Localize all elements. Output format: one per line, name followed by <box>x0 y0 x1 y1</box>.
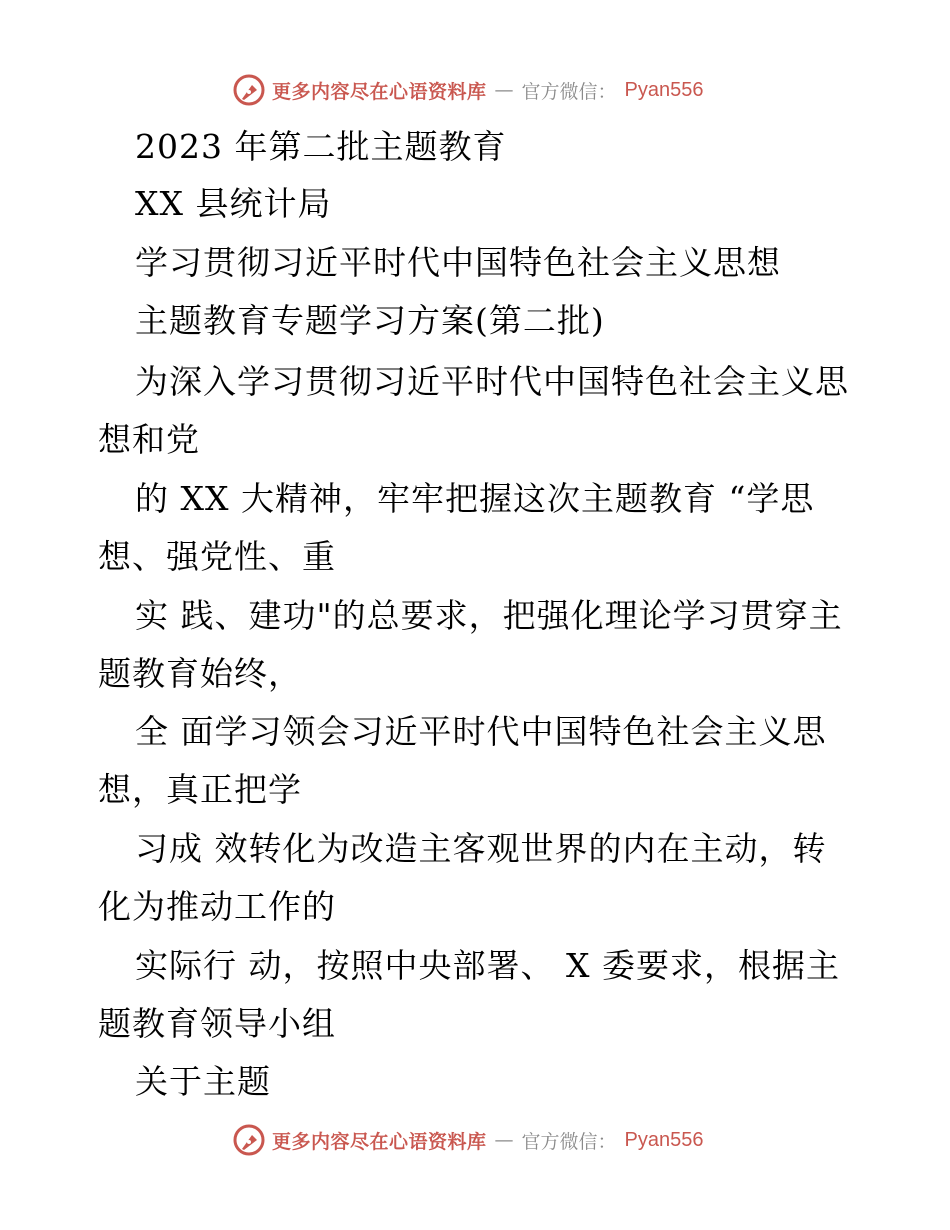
doc-paragraph-line: 实际行 动，按照中央部署、 X 委要求，根据主 <box>135 946 840 985</box>
doc-paragraph-line: 为深入学习贯彻习近平时代中国特色社会主义思 <box>135 362 849 401</box>
watermark-account: Pyan556 <box>624 78 704 101</box>
doc-org-line: XX 县统计局 <box>135 184 332 223</box>
doc-paragraph-line: 实 践、建功"的总要求，把强化理论学习贯穿主 <box>135 596 843 635</box>
doc-paragraph-line: 全 面学习领会习近平时代中国特色社会主义思 <box>135 712 827 751</box>
doc-paragraph-line: 想，真正把学 <box>98 770 302 809</box>
watermark-separator: — <box>494 1129 514 1151</box>
watermark-main-text: 更多内容尽在心语资料库 <box>272 80 487 103</box>
doc-paragraph-line: 想和党 <box>98 420 200 459</box>
pen-nib-circle-icon <box>232 1123 266 1157</box>
doc-paragraph-line: 关于主题 <box>135 1062 271 1101</box>
doc-title-line: 2023 年第二批主题教育 <box>135 127 507 166</box>
doc-paragraph-line: 想、强党性、重 <box>98 537 336 576</box>
watermark-sub-text: 官方微信： <box>521 80 617 103</box>
watermark-banner-bottom <box>232 1120 704 1160</box>
watermark-account: Pyan556 <box>624 1128 704 1151</box>
doc-heading-line: 学习贯彻习近平时代中国特色社会主义思想 <box>135 243 781 282</box>
doc-paragraph-line: 题教育领导小组 <box>98 1004 336 1043</box>
watermark-banner-top <box>232 70 704 110</box>
doc-heading-line: 主题教育专题学习方案(第二批) <box>135 301 605 340</box>
pen-nib-circle-icon <box>232 73 266 107</box>
doc-paragraph-line: 的 XX 大精神，牢牢把握这次主题教育 “学思 <box>135 479 815 518</box>
watermark-main-text: 更多内容尽在心语资料库 <box>272 1130 487 1153</box>
watermark-sub-text: 官方微信： <box>521 1130 617 1153</box>
doc-paragraph-line: 题教育始终， <box>98 654 302 693</box>
watermark-separator: — <box>494 79 514 101</box>
doc-paragraph-line: 习成 效转化为改造主客观世界的内在主动，转 <box>135 829 827 868</box>
doc-paragraph-line: 化为推动工作的 <box>98 887 336 926</box>
